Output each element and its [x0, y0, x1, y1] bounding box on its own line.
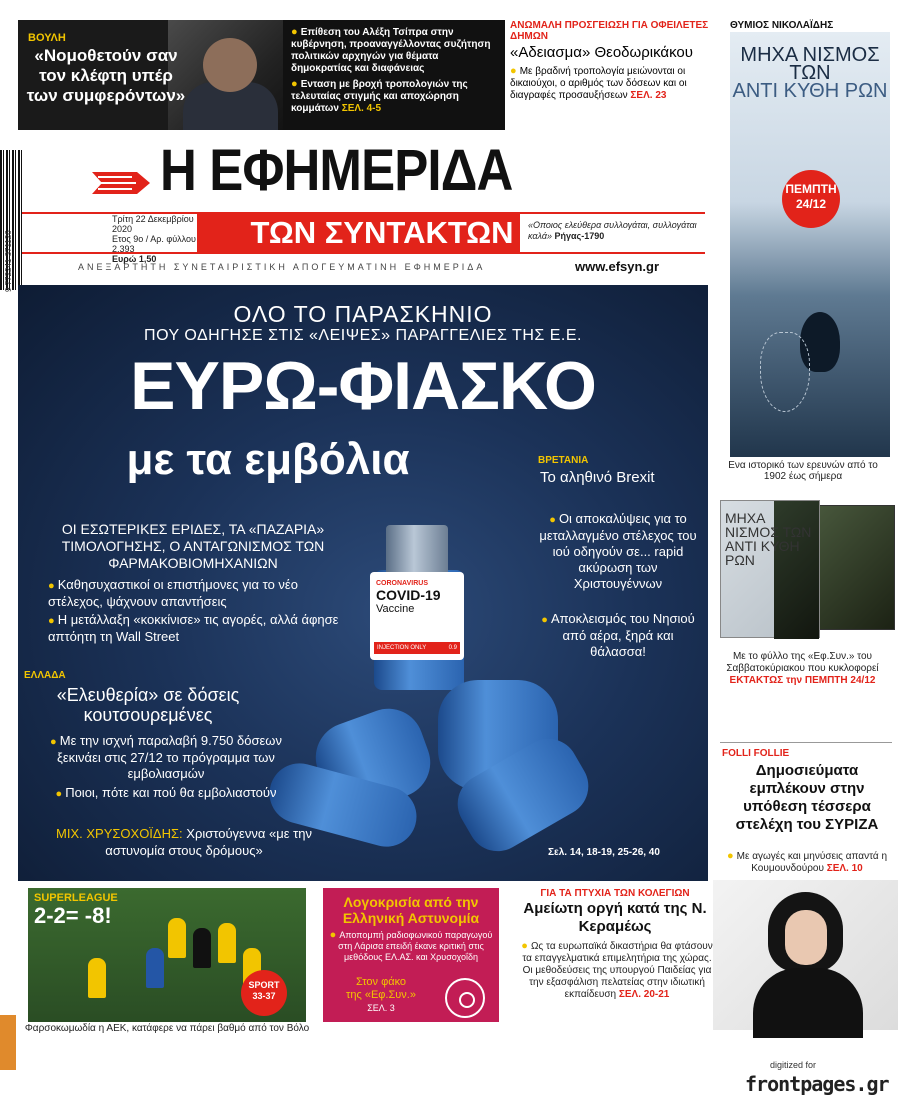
frontpages-watermark[interactable]: frontpages.gr [745, 1072, 889, 1096]
censorship-text [327, 930, 495, 963]
badge-pages: 33-37 [252, 991, 276, 1001]
badge-date: 24/12 [795, 197, 827, 211]
censorship-headline: Λογοκρισία από την Ελληνική Αστυνομία [342, 894, 480, 926]
book-offer-caption [725, 651, 880, 687]
book-author: ΘΥΜΙΟΣ ΝΙΚΟΛΑΪΔΗΣ [730, 20, 834, 31]
release-date-badge [782, 170, 840, 228]
censorship-story[interactable] [323, 888, 499, 1022]
main-overline-2: ΠΟΥ ΟΔΗΓΗΣΕ ΣΤΙΣ «ΛΕΙΨΕΣ» ΠΑΡΑΓΓΕΛΙΕΣ ΤΗΣ Ε.Ε. [144, 327, 582, 344]
story-kicker: ΑΝΩΜΑΛΗ ΠΡΟΣΓΕΙΩΣΗ ΓΙΑ ΟΦΕΙΛΕΤΕΣ ΔΗΜΩΝ [510, 20, 709, 42]
greece-bullet [46, 785, 286, 802]
page-ref: ΣΕΛ. 10 [826, 863, 863, 874]
sport-caption: Φαρσοκωμωδία η ΑΕΚ, κατάφερε να πάρει βαθμό από τον Βόλο [24, 1023, 310, 1034]
bullet-text: Ποιοι, πότε και πού θα εμβολιαστούν [65, 785, 277, 800]
quote-text: «Οποιος ελεύθερα συλλογάται, συλλογάται καλά» [528, 220, 697, 241]
caption-highlight: ΕΚΤΑΚΤΩΣ την ΠΕΜΠΤΗ 24/12 [729, 675, 876, 686]
folder-line: Στον φάκο [355, 976, 407, 988]
masthead-quote [520, 214, 705, 252]
book-title-line: ΜΗΧΑ ΝΙΣΜΟΣ ΤΩΝ [740, 44, 880, 84]
page-ref: ΣΕΛ. 4-5 [341, 103, 382, 114]
magnifier-target-icon [445, 978, 485, 1018]
greece-bullet [46, 733, 286, 782]
player-figure [88, 958, 106, 998]
book-title-line: ΑΝΤΙ ΚΥΘΗ ΡΩΝ [725, 538, 800, 568]
main-deck: ΟΙ ΕΣΩΤΕΡΙΚΕΣ ΕΡΙΔΕΣ, ΤΑ «ΠΑΖΑΡΙΑ» ΤΙΜΟΛΟΓΗΣΗΣ, Ο ΑΝΤΑΓΩΝΙΣΜΟΣ ΤΩΝ ΦΑΡΜΑΚΟΒΙΟΜΗΧΑΝΙΩΝ [61, 521, 325, 571]
issue-date: Τρίτη 22 Δεκεμβρίου 2020 [112, 214, 194, 234]
bullet-text: Αποκλεισμός του Νησιού από αέρα, ξηρά και θάλασσα! [550, 611, 695, 659]
label-line: INJECTION ONLY [377, 645, 427, 651]
label-line: Vaccine [376, 603, 415, 615]
book-caption: Ενα ιστορικό των ερευνών από το 1902 έως σήμερα [728, 460, 878, 482]
page-ref: ΣΕΛ. 3 [367, 1003, 395, 1013]
person-head [203, 38, 257, 92]
bullet [291, 78, 499, 115]
quote-text: Χριστούγεννα «με την αστυνομία στους δρόμους» [105, 826, 312, 858]
britain-bullet [538, 611, 698, 660]
chrysochoidis-quote [44, 825, 324, 859]
main-story[interactable] [18, 285, 708, 881]
britain-kicker: ΒΡΕΤΑΝΙΑ [538, 455, 589, 466]
book-title [730, 46, 890, 100]
book-title-line: ΜΗΧΑ ΝΙΣΜΟΣ ΤΩΝ [725, 510, 812, 540]
story-text [510, 65, 710, 102]
vial-cap [386, 525, 448, 577]
vial-label [370, 572, 464, 660]
website-link[interactable]: www.efsyn.gr [575, 259, 660, 274]
main-headline-2: με τα εμβόλια [126, 435, 410, 484]
top-left-bullets [283, 20, 505, 130]
player-figure [168, 918, 186, 958]
digitized-label: digitized for [770, 1060, 817, 1070]
bullet-text: Η μετάλλαξη «κοκκίνισε» τις αγορές, αλλά άφησε απτόητη τη Wall Street [48, 612, 339, 644]
body-shape [753, 968, 863, 1038]
sport-pages-badge [241, 970, 287, 1016]
colleges-kicker: ΓΙΑ ΤΑ ΠΤΥΧΙΑ ΤΩΝ ΚΟΛΕΓΙΩΝ [540, 888, 690, 899]
folder-ref [331, 976, 431, 1015]
bullet-text: Αποπομπή ραδιοφωνικού παραγωγού στη Λάρισα επειδή έκανε κριτική στις μεθόδους ΕΛ.ΑΣ. και Χρυσοχοΐδη [338, 930, 493, 962]
edge-color-strip [0, 1015, 16, 1070]
bullet-text: Καθησυχαστικοί οι επιστήμονες για το νέο στέλεχος, ψάχνουν απαντήσεις [48, 577, 298, 609]
player-figure [146, 948, 164, 988]
folder-line: της «Εφ.Συν.» [346, 989, 416, 1001]
quote-speaker: ΜΙΧ. ΧΡΥΣΟΧΟΪΔΗΣ: [56, 826, 183, 841]
net-shape [760, 332, 810, 412]
face-shape [785, 910, 827, 965]
divider [720, 742, 892, 743]
top-middle-story[interactable] [510, 20, 710, 135]
sport-kicker: SUPERLEAGUE [34, 892, 118, 904]
colleges-text [517, 940, 717, 1001]
bullet-text: Με αγωγές και μηνύσεις απαντά η Κουμουνδούρου [736, 851, 888, 874]
book-cover [720, 500, 820, 638]
folli-text [722, 850, 892, 875]
page-ref: ΣΕΛ. 20-21 [618, 989, 670, 1000]
issue-number: Ετος 9ο / Αρ. φύλλου 2.393 [112, 234, 196, 254]
caption-text: Με το φύλλο της «Εφ.Συν.» του Σαββατοκύριακου που κυκλοφορεί [726, 651, 879, 674]
colleges-story[interactable] [515, 888, 715, 1028]
top-left-story[interactable] [18, 20, 301, 130]
masthead-tagline: ΑΝΕΞΑΡΤΗΤΗ ΣΥΝΕΤΑΙΡΙΣΤΙΚΗ ΑΠΟΓΕΥΜΑΤΙΝΗ ΕΦΗΜΕΡΙΔΑ [78, 262, 486, 272]
britain-bullet [538, 511, 698, 592]
page-ref: Σελ. 14, 18-19, 25-26, 40 [548, 847, 660, 858]
main-bullet [48, 612, 348, 645]
pen-flag-logo-icon [92, 168, 152, 198]
book-title-line: ΑΝΤΙ ΚΥΘΗ ΡΩΝ [732, 80, 888, 102]
folli-headline[interactable]: Δημοσιεύματα εμπλέκουν στην υπόθεση τέσσερα στελέχη του ΣΥΡΙΖΑ [735, 762, 879, 833]
masthead-subtitle: ΤΩΝ ΣΥΝΤΑΚΤΩΝ [222, 212, 542, 254]
book-cover-title [725, 511, 819, 567]
main-headline: ΕΥΡΩ-ΦΙΑΣΚΟ [130, 348, 596, 424]
main-overline: ΟΛΟ ΤΟ ΠΑΡΑΣΚΗΝΙΟ [233, 301, 493, 327]
masthead-title[interactable]: Η ΕΦΗΜΕΡΙΔΑ [160, 138, 513, 203]
page-ref: ΣΕΛ. 23 [630, 90, 667, 101]
label-line: CORONAVIRUS [376, 580, 428, 587]
issue-price: Ευρώ 1,50 [112, 254, 157, 264]
bullet-text: Με βραδινή τροπολογία μειώνονται οι δικαιούχοι, ο αριθμός των δόσεων και οι διαγραφές προσαυξήσεων [510, 66, 687, 101]
kerameos-photo [713, 880, 898, 1030]
story-headline: «Αδειασμα» Θεοδωρικάκου [510, 44, 693, 61]
sport-score: 2-2= -8! [34, 903, 112, 928]
issue-info [22, 214, 197, 264]
bullet: ● Επίθεση του Αλέξη Τσίπρα στην κυβέρνηση, προαναγγέλλοντας συζήτηση πολιτικών αρχηγών για θέματα δημοκρατίας και διαφάνειας [291, 26, 499, 75]
bullet-text: Ως τα ευρωπαϊκά δικαστήρια θα φτάσουν τα επαγγελματικά επιμελητήρια της χώρας. Οι μεθοδεύσεις της υπουργού Παιδείας για την εξασφάλιση πελατείας στην ιδιωτική εκπαίδευση [522, 941, 713, 1000]
story-headline: «Νομοθετούν σαν τον κλέφτη υπέρ των συμφερόντων» [26, 46, 186, 105]
bullet-text: Οι αποκαλύψεις για το μεταλλαγμένο στέλεχος του ιού οδηγούν σε... rapid ακύρωση των Χριστουγέννων [539, 511, 697, 591]
barcode-number: 9 772241 371126 [4, 230, 13, 292]
greece-headline: «Ελευθερία» σε δόσεις κουτσουρεμένες [56, 685, 240, 725]
player-figure [193, 928, 211, 968]
player-figure [218, 923, 236, 963]
folli-kicker: FOLLI FOLLIE [722, 748, 790, 759]
label-line: COVID-19 [376, 587, 441, 603]
badge-label: SPORT [248, 980, 280, 990]
bullet-text: Ενταση με βροχή τροπολογιών της τελευταίας στιγμής και αποχώρηση κομμάτων [291, 79, 468, 114]
bullet-text: Με την ισχνή παραλαβή 9.750 δόσεων ξεκινάει στις 27/12 το πρόγραμμα των εμβολιασμών [57, 733, 282, 781]
label-line: 0.9 [448, 645, 457, 651]
label-strip [374, 642, 460, 654]
book-promo-image[interactable] [730, 32, 890, 457]
badge-day: ΠΕΜΠΤΗ [785, 182, 837, 196]
main-bullet [48, 577, 348, 610]
britain-headline: Το αληθινό Brexit [540, 469, 655, 486]
greece-kicker: ΕΛΛΑΔΑ [24, 670, 66, 681]
quote-author: Ρήγας-1790 [554, 231, 605, 241]
story-kicker: ΒΟΥΛΗ [28, 32, 66, 44]
colleges-headline: Αμείωτη οργή κατά της Ν. Κεραμέως [523, 900, 707, 935]
